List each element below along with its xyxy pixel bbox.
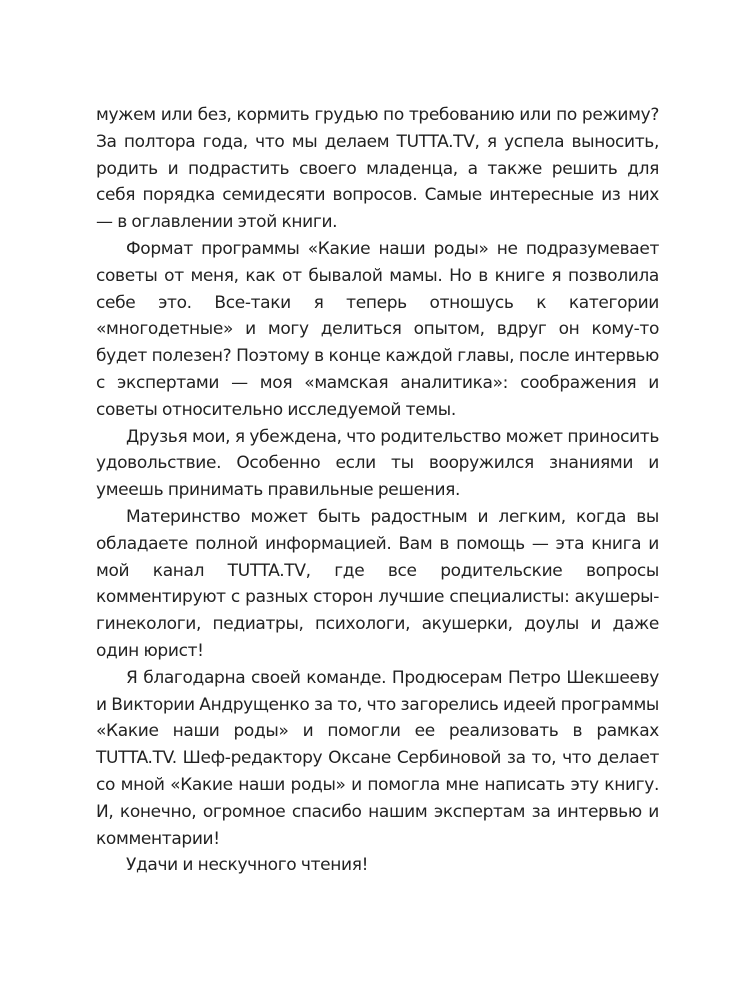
paragraph-6: Удачи и нескучного чтения! [126,855,369,876]
paragraph-2: Формат программы «Какие наши роды» не подразумевает советы от меня, как от бывалой мамы. Но в книге я позволила себе это. Все-таки я теперь отношусь к категории «многодетные» и могу делиться опытом, вдруг он кому-то будет полезен? Поэтому в конце каждой главы, после интервью с экспертами — моя «мамская аналитика»: соображения и советы относительно исследуемой темы. [96,238,659,420]
paragraph-1: мужем или без, кормить грудью по требованию или по режиму? За полтора года, что мы делаем TUTTA.TV, я успела выносить, родить и подрастить своего младенца, а также решить для себя порядка семидесяти вопросов. Самые интересные из них — в оглавлении этой книги. [96,105,659,233]
paragraph-3: Друзья мои, я убеждена, что родительство может приносить удовольствие. Особенно если ты вооружился знаниями и умеешь принимать правильные решения. [96,426,659,501]
body-text [96,102,659,879]
paragraph-5: Я благодарна своей команде. Продюсерам Петро Шекшееву и Виктории Андрущенко за то, что загорелись идеей программы «Какие наши роды» и помогли ее реализовать в рамках TUTTA.TV. Шеф-редактору Оксане Сербиновой за то, что делает со мной «Какие наши роды» и помогла мне написать эту книгу. И, конечно, огромное спасибо нашим экспертам за интервью и комментарии! [96,667,659,849]
paragraph-4: Материнство может быть радостным и легким, когда вы обладаете полной информацией. Вам в помощь — эта книга и мой канал TUTTA.TV, где все родительские вопросы комментируют с разных сторон лучшие специалисты: акушеры-гинекологи, педиатры, психологи, акушерки, доулы и даже один юрист! [96,506,659,661]
